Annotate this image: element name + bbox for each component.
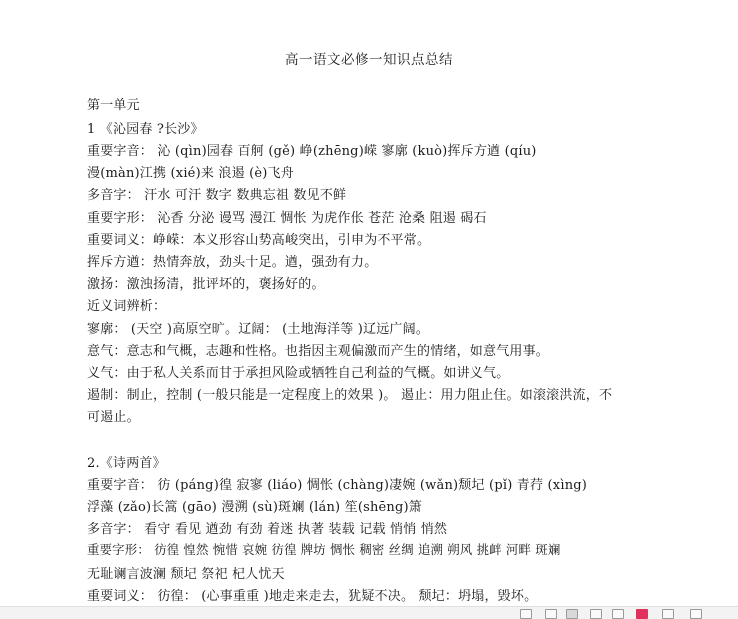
text-line: 无耻谰言波澜 颓圮 祭祀 杞人忧天	[87, 567, 285, 582]
lesson-heading: 2.《诗两首》	[87, 456, 166, 471]
text-line: 重要词义： 彷徨： (心事重重 )地走来走去，犹疑不决。 颓圮：坍塌，毁坏。	[87, 589, 538, 604]
text-line: 激扬：激浊扬清，批评坏的，褒扬好的。	[87, 277, 325, 292]
text-line: 重要字形： 彷徨 惶然 惋惜 哀婉 彷徨 牌坊 惆怅 稠密 丝绸 追溯 朔风 挑衅 河畔 斑斓	[87, 542, 561, 557]
text-line: 重要字形： 沁香 分泌 谩骂 漫江 惆怅 为虎作伥 苍茫 沧桑 阻遏 碣石	[87, 211, 487, 226]
text-line: 多音字： 看守 看见 遒劲 有劲 着迷 执著 装载 记载 悄悄 悄然	[87, 522, 448, 537]
unit-heading: 第一单元	[87, 98, 140, 113]
text-line: 浮藻 (zǎo)长篙 (gāo) 漫溯 (sù)斑斓 (lán) 笙(shēng)箫	[87, 500, 422, 515]
text-line: 近义词辨析：	[87, 299, 167, 314]
text-line: 遏制：制止，控制 (一般只能是一定程度上的效果 )。 遏止：用力阻止住。如滚滚洪流，不	[87, 388, 613, 403]
text-line: 重要字音： 彷 (páng)徨 寂寥 (liáo) 惆怅 (chàng)凄婉 (wǎn)颓圮 (pǐ) 青荇 (xìng)	[87, 478, 588, 493]
text-line: 重要词义：峥嵘：本义形容山势高峻突出，引申为不平常。	[87, 233, 431, 248]
document-title: 高一语文必修一知识点总结	[285, 52, 453, 68]
text-line: 意气：意志和气概，志趣和性格。也指因主观偏激而产生的情绪，如意气用事。	[87, 344, 550, 359]
text-line: 挥斥方遒：热情奔放，劲头十足。遒，强劲有力。	[87, 255, 378, 270]
text-line: 可遏止。	[87, 410, 140, 425]
text-line: 义气：由于私人关系而甘于承担风险或牺牲自己利益的气概。如讲义气。	[87, 366, 510, 381]
lesson-heading: 1 《沁园春 ?长沙》	[87, 122, 204, 137]
text-line: 漫(màn)江携 (xié)来 浪遏 (è)飞舟	[87, 166, 294, 181]
text-line: 寥廓： (天空 )高原空旷。辽阔： (土地海洋等 )辽远广阔。	[87, 322, 430, 337]
text-line: 重要字音： 沁 (qìn)园春 百舸 (gě) 峥(zhēng)嵘 寥廓 (kuò)挥斥方遒 (qíu)	[87, 144, 537, 159]
text-line: 多音字： 汗水 可汗 数字 数典忘祖 数见不鲜	[87, 188, 347, 203]
status-bar	[0, 606, 738, 619]
